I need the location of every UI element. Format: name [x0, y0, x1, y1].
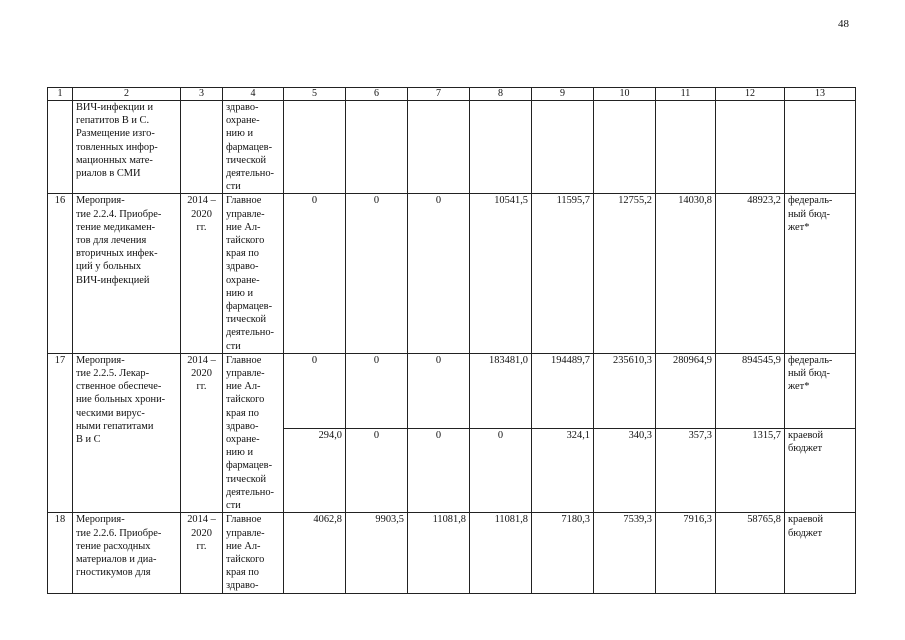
- value-cell: 0: [284, 353, 346, 428]
- value-cell: 10541,5: [470, 194, 532, 353]
- header-cell: 5: [284, 88, 346, 101]
- period-cell: [181, 101, 223, 194]
- table-row: [48, 513, 856, 593]
- value-cell: 0: [408, 428, 470, 513]
- value-cell: [532, 101, 594, 194]
- executor-cell: Главное управле- ние Ал- тайского края по здраво- охране- нию и фармацев- тической деятельно- сти: [223, 353, 284, 512]
- header-cell: 7: [408, 88, 470, 101]
- value-cell: 194489,7: [532, 353, 594, 428]
- value-cell: 11595,7: [532, 194, 594, 353]
- value-cell: 894545,9: [716, 353, 785, 428]
- continuation-row: [48, 101, 856, 194]
- value-cell: 14030,8: [656, 194, 716, 353]
- header-cell: 4: [223, 88, 284, 101]
- value-cell: 280964,9: [656, 353, 716, 428]
- value-cell: 0: [346, 194, 408, 353]
- executor-cell: Главное управле- ние Ал- тайского края по здраво- охране- нию и фармацев- тической деятельно- сти: [223, 194, 284, 353]
- period-cell: 2014 – 2020 гг.: [181, 513, 223, 593]
- row-number-cell: 18: [48, 513, 73, 593]
- value-cell: 7916,3: [656, 513, 716, 593]
- header-cell: 2: [73, 88, 181, 101]
- value-cell: [470, 101, 532, 194]
- header-cell: 3: [181, 88, 223, 101]
- value-cell: 11081,8: [408, 513, 470, 593]
- header-cell: 12: [716, 88, 785, 101]
- value-cell: 340,3: [594, 428, 656, 513]
- measure-name-cell: Мероприя- тие 2.2.4. Приобре- тение медикамен- тов для лечения вторичных инфек- ций у больных ВИЧ-инфекцией: [73, 194, 181, 353]
- value-cell: [408, 101, 470, 194]
- value-cell: 7180,3: [532, 513, 594, 593]
- value-cell: 0: [346, 428, 408, 513]
- row-number-cell: 17: [48, 353, 73, 512]
- measure-name-cell: ВИЧ-инфекции и гепатитов В и С. Размещение изго- товленных инфор- мационных мате- риалов в СМИ: [73, 101, 181, 194]
- value-cell: 9903,5: [346, 513, 408, 593]
- value-cell: [346, 101, 408, 194]
- value-cell: 12755,2: [594, 194, 656, 353]
- value-cell: 0: [346, 353, 408, 428]
- header-cell: 13: [785, 88, 856, 101]
- source-cell: федераль- ный бюд- жет*: [785, 194, 856, 353]
- value-cell: 324,1: [532, 428, 594, 513]
- header-row: [48, 88, 856, 101]
- value-cell: [656, 101, 716, 194]
- period-cell: 2014 – 2020 гг.: [181, 194, 223, 353]
- value-cell: 357,3: [656, 428, 716, 513]
- row-number-cell: [48, 101, 73, 194]
- value-cell: [284, 101, 346, 194]
- source-cell: краевой бюджет: [785, 428, 856, 513]
- page-number: 48: [838, 18, 849, 30]
- value-cell: 183481,0: [470, 353, 532, 428]
- value-cell: 7539,3: [594, 513, 656, 593]
- header-cell: 1: [48, 88, 73, 101]
- header-cell: 8: [470, 88, 532, 101]
- value-cell: 11081,8: [470, 513, 532, 593]
- value-cell: 4062,8: [284, 513, 346, 593]
- value-cell: 235610,3: [594, 353, 656, 428]
- value-cell: 48923,2: [716, 194, 785, 353]
- budget-table: [47, 87, 856, 594]
- source-cell: [785, 101, 856, 194]
- source-cell: краевой бюджет: [785, 513, 856, 593]
- value-cell: 0: [470, 428, 532, 513]
- value-cell: 0: [408, 194, 470, 353]
- value-cell: 0: [408, 353, 470, 428]
- header-cell: 11: [656, 88, 716, 101]
- value-cell: [716, 101, 785, 194]
- header-cell: 10: [594, 88, 656, 101]
- measure-name-cell: Мероприя- тие 2.2.5. Лекар- ственное обеспече- ние больных хрони- ческими вирус- ными гепатитами В и С: [73, 353, 181, 512]
- table-row: [48, 353, 856, 428]
- header-cell: 6: [346, 88, 408, 101]
- value-cell: 294,0: [284, 428, 346, 513]
- source-cell: федераль- ный бюд- жет*: [785, 353, 856, 428]
- executor-cell: здраво- охране- нию и фармацев- тической деятельно- сти: [223, 101, 284, 194]
- measure-name-cell: Мероприя- тие 2.2.6. Приобре- тение расходных материалов и диа- гностикумов для: [73, 513, 181, 593]
- header-cell: 9: [532, 88, 594, 101]
- value-cell: 58765,8: [716, 513, 785, 593]
- period-cell: 2014 – 2020 гг.: [181, 353, 223, 512]
- executor-cell: Главное управле- ние Ал- тайского края по здраво-: [223, 513, 284, 593]
- value-cell: 1315,7: [716, 428, 785, 513]
- table-row: [48, 194, 856, 353]
- value-cell: [594, 101, 656, 194]
- value-cell: 0: [284, 194, 346, 353]
- row-number-cell: 16: [48, 194, 73, 353]
